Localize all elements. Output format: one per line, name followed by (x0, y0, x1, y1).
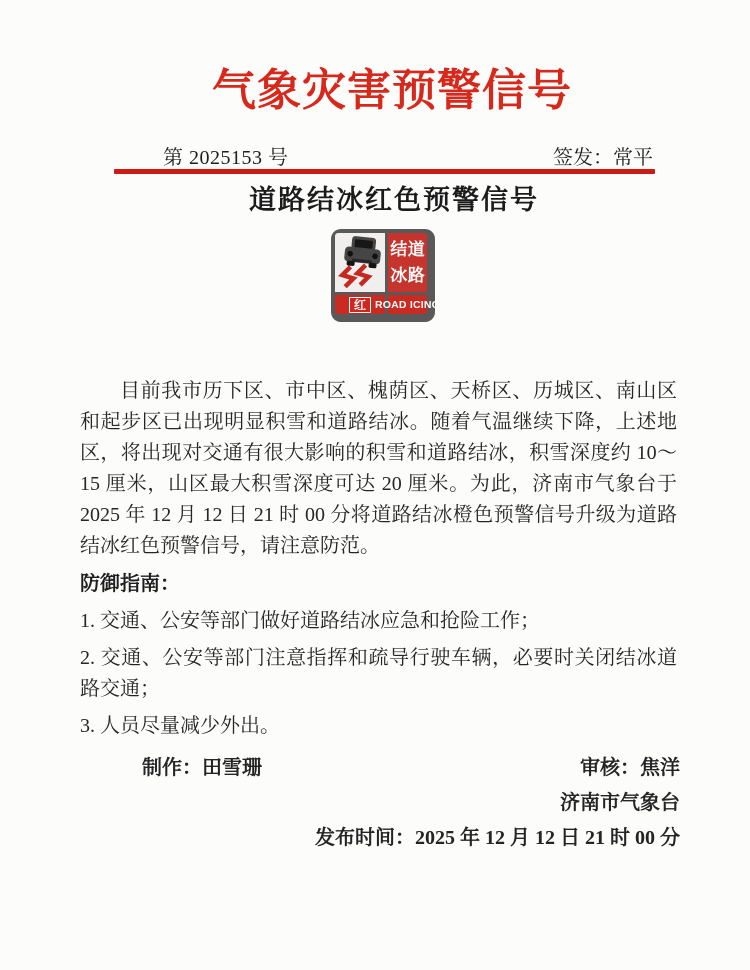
icon-char: 道 (407, 239, 425, 259)
guide-item: 3. 人员尽量减少外出。 (80, 715, 280, 737)
credits-row (80, 757, 680, 780)
warning-subtitle: 道路结冰红色预警信号 (249, 185, 539, 215)
warning-body-text: 目前我市历下区、市中区、槐荫区、天桥区、历城区、南山区和起步区已出现明显积雪和道路结冰。随着气温继续下降，上述地区，将出现对交通有很大影响的积雪和道路结冰，积雪深度约 10～15 厘米，山区最大积雪深度可达 20 厘米。为此，济南市气象台于 2025 年 12 月 12 日 21 时 00 分将道路结冰橙色预警信号升级为道路结冰红色预警信号，请注意防范。 (80, 380, 677, 557)
guide-item: 2. 交通、公安等部门注意指挥和疏导行驶车辆，必要时关闭结冰道路交通； (80, 647, 677, 700)
document-footer (80, 757, 680, 850)
issue-row (115, 141, 653, 170)
car-skidding-icon (335, 233, 385, 292)
road-icing-warning-icon (331, 229, 440, 322)
icon-english-label: ROAD ICING (375, 298, 440, 311)
publish-time-label: 发布时间：2025 年 12 月 12 日 21 时 00 分 (315, 827, 680, 849)
document-title: 气象灾害预警信号 (212, 66, 572, 115)
icon-char: 路 (407, 266, 425, 286)
producer-label: 制作：田雪珊 (142, 757, 262, 779)
icon-char: 结 (390, 239, 408, 259)
car-skid-cell (335, 233, 385, 292)
guide-heading: 防御指南： (80, 573, 180, 595)
red-divider (114, 169, 655, 174)
guide-item: 1. 交通、公安等部门做好道路结冰应急和抢险工作； (80, 610, 540, 632)
agency-label: 济南市气象台 (560, 792, 680, 814)
document-body (80, 376, 677, 742)
icon-english-box (375, 295, 440, 314)
icon-char: 冰 (390, 266, 408, 286)
signer-label: 签发：常平 (553, 147, 653, 169)
issue-number: 第 2025153 号 (163, 147, 289, 169)
icon-name-chars (388, 233, 427, 292)
reviewer-label: 审核：焦洋 (580, 757, 680, 779)
icon-level-label: 红 (349, 297, 371, 313)
